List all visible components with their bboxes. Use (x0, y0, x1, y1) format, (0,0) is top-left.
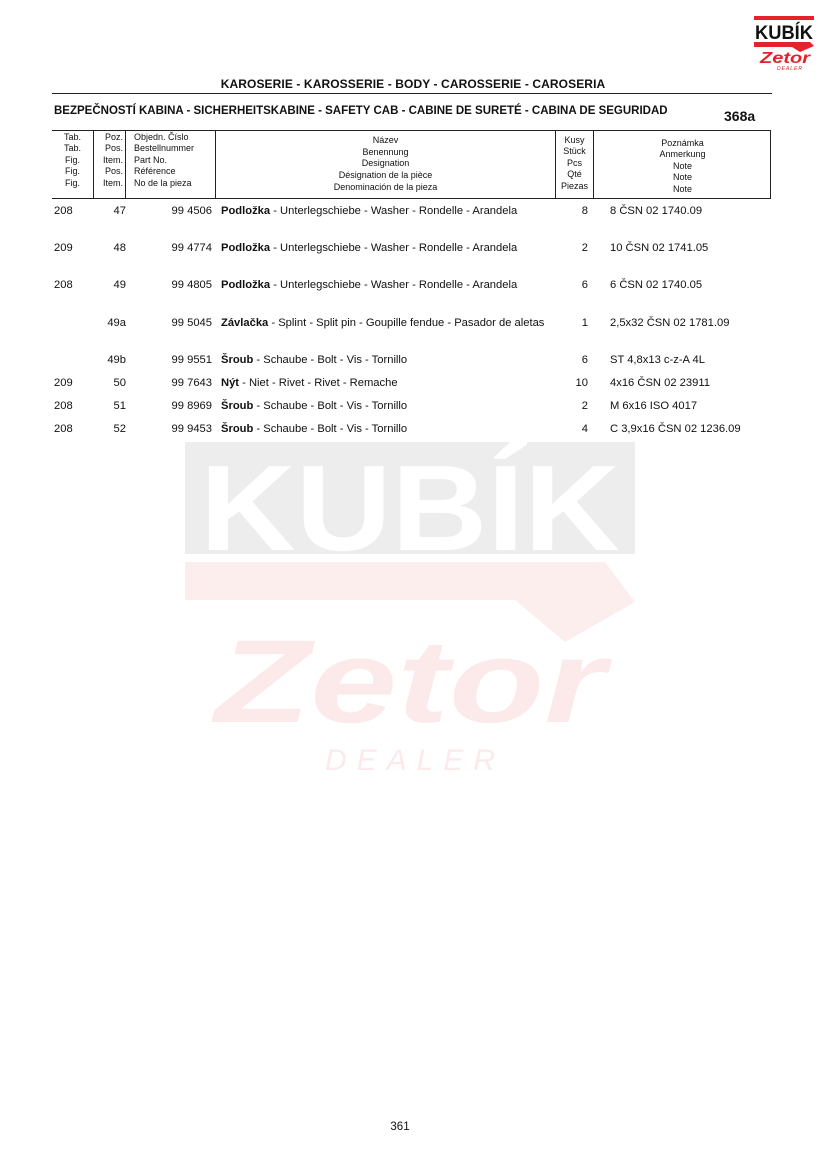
row-designation (221, 279, 546, 291)
header-pos-en: Item. (102, 154, 123, 165)
header-quantity-es: Piezas (560, 180, 588, 191)
header-pos-cz: Poz. (104, 132, 123, 142)
row-note: 8 ČSN 02 1740.09 (610, 205, 703, 217)
header-part-number (126, 131, 216, 198)
row-tab: 208 (54, 400, 73, 412)
header-note-es: Note (672, 183, 692, 194)
header-pos-de: Pos. (104, 143, 123, 154)
header-quantity (556, 131, 594, 198)
row-designation-cz: Šroub (221, 354, 254, 366)
header-pos-fr: Pos. (104, 166, 123, 177)
row-part-number: 99 9551 (171, 354, 212, 366)
row-designation-other: - Splint - Split pin - Goupille fendue - Pasador de aletas (268, 317, 545, 329)
logo-top-text: KUBÍK (755, 23, 816, 44)
subtitle: BEZPEČNOSTÍ KABINA - SICHERHEITSKABINE - SAFETY CAB - CABINE DE SURETÉ - CABINA DE SEGURIDAD (54, 105, 668, 117)
watermark-logo (185, 402, 635, 782)
row-designation-other: - Schaube - Bolt - Vis - Tornillo (253, 400, 408, 412)
header-note-fr: Note (672, 172, 692, 183)
header-designation-en: Designation (361, 158, 410, 169)
header-note (594, 131, 771, 198)
header-pos-es: Item. (102, 177, 123, 188)
header-tab-fr: Fig. (64, 166, 80, 177)
row-pos: 47 (113, 205, 126, 217)
row-quantity: 2 (581, 242, 588, 254)
row-note: 4x16 ČSN 02 23911 (610, 377, 710, 389)
header-part-number-de: Bestellnummer (134, 143, 195, 154)
row-note: 10 ČSN 02 1741.05 (610, 242, 709, 254)
page-number: 361 (390, 1121, 410, 1133)
header-designation-es: Denominación de la pieza (333, 181, 438, 192)
row-pos: 48 (113, 242, 126, 254)
row-designation-other: - Schaube - Bolt - Vis - Tornillo (253, 354, 408, 366)
row-designation-other: - Unterlegschiebe - Washer - Rondelle - Arandela (270, 242, 518, 254)
row-designation (221, 354, 546, 366)
row-tab: 208 (54, 279, 73, 291)
row-part-number: 99 7643 (171, 377, 212, 389)
brand-logo (752, 14, 816, 72)
header-designation-de: Benennung (362, 146, 409, 157)
header-tab-cz: Tab. (63, 132, 81, 142)
watermark-top-text: KUBÍK (200, 440, 620, 576)
row-designation-other: - Unterlegschiebe - Washer - Rondelle - Arandela (270, 279, 518, 291)
row-quantity: 4 (581, 423, 588, 435)
row-note: ST 4,8x13 c-z-A 4L (610, 354, 705, 366)
section-title: KAROSERIE - KAROSSERIE - BODY - CAROSSERIE - CAROSERIA (220, 77, 606, 91)
row-designation (221, 400, 546, 412)
page-reference: 368a (724, 108, 756, 124)
header-quantity-de: Stück (563, 146, 586, 157)
row-designation (221, 205, 546, 217)
row-quantity: 1 (581, 317, 588, 329)
header-part-number-es: No de la pieza (134, 177, 192, 188)
row-part-number: 99 4805 (171, 279, 212, 291)
row-designation-other: - Schaube - Bolt - Vis - Tornillo (253, 423, 408, 435)
row-quantity: 8 (581, 205, 588, 217)
logo-mid-text: Zetor (758, 50, 811, 67)
row-note: M 6x16 ISO 4017 (610, 400, 698, 412)
row-designation-cz: Závlačka (221, 317, 269, 329)
row-tab: 209 (54, 242, 73, 254)
row-part-number: 99 4774 (171, 242, 212, 254)
row-designation-other: - Unterlegschiebe - Washer - Rondelle - Arandela (270, 205, 518, 217)
header-note-de: Anmerkung (659, 149, 706, 160)
row-designation-cz: Podložka (221, 205, 271, 217)
row-pos: 49 (113, 279, 126, 291)
row-pos: 50 (113, 377, 126, 389)
row-note: C 3,9x16 ČSN 02 1236.09 (610, 423, 741, 435)
watermark-mid-text: Zetor (211, 616, 614, 748)
row-tab: 208 (54, 205, 73, 217)
header-tab (52, 131, 94, 198)
header-quantity-en: Pcs (566, 157, 582, 168)
row-part-number: 99 4506 (171, 205, 212, 217)
header-quantity-cz: Kusy (564, 135, 585, 145)
row-designation-cz: Šroub (221, 400, 254, 412)
header-part-number-en: Part No. (134, 154, 168, 165)
row-tab: 208 (54, 423, 73, 435)
row-designation-other: - Niet - Rivet - Rivet - Remache (239, 377, 398, 389)
row-designation-cz: Podložka (221, 279, 271, 291)
header-note-cz: Poznámka (661, 138, 704, 148)
row-quantity: 10 (575, 377, 588, 389)
row-designation (221, 423, 546, 435)
header-note-en: Note (672, 160, 692, 171)
header-quantity-fr: Qté (567, 169, 582, 180)
row-note: 2,5x32 ČSN 02 1781.09 (610, 317, 730, 329)
row-pos: 52 (113, 423, 126, 435)
row-designation-cz: Podložka (221, 242, 271, 254)
row-quantity: 6 (581, 354, 588, 366)
header-tab-en: Fig. (64, 154, 80, 165)
header-designation-fr: Désignation de la pièce (338, 170, 433, 181)
row-part-number: 99 9453 (171, 423, 212, 435)
header-tab-es: Fig. (64, 177, 80, 188)
row-pos: 51 (113, 400, 126, 412)
row-note: 6 ČSN 02 1740.05 (610, 279, 703, 291)
logo-bottom-text: DEALER (776, 66, 804, 72)
header-pos (94, 131, 126, 198)
row-pos: 49b (107, 354, 126, 366)
row-part-number: 99 8969 (171, 400, 212, 412)
row-designation (221, 377, 546, 389)
row-quantity: 2 (581, 400, 588, 412)
header-designation-cz: Název (372, 135, 399, 145)
row-designation (221, 242, 546, 254)
row-quantity: 6 (581, 279, 588, 291)
header-designation (216, 131, 556, 198)
row-tab: 209 (54, 377, 73, 389)
header-part-number-fr: Référence (134, 166, 176, 177)
row-designation-cz: Šroub (221, 423, 254, 435)
title-divider (52, 93, 772, 94)
row-pos: 49a (107, 317, 126, 329)
header-part-number-cz: Objedn. Číslo (134, 132, 189, 142)
row-part-number: 99 5045 (171, 317, 212, 329)
row-designation-cz: Nýt (221, 377, 240, 389)
table-header (52, 130, 771, 199)
header-tab-de: Tab. (63, 143, 81, 154)
row-designation (221, 317, 546, 329)
watermark-bottom-text: DEALER (324, 744, 506, 777)
watermark (185, 402, 635, 782)
